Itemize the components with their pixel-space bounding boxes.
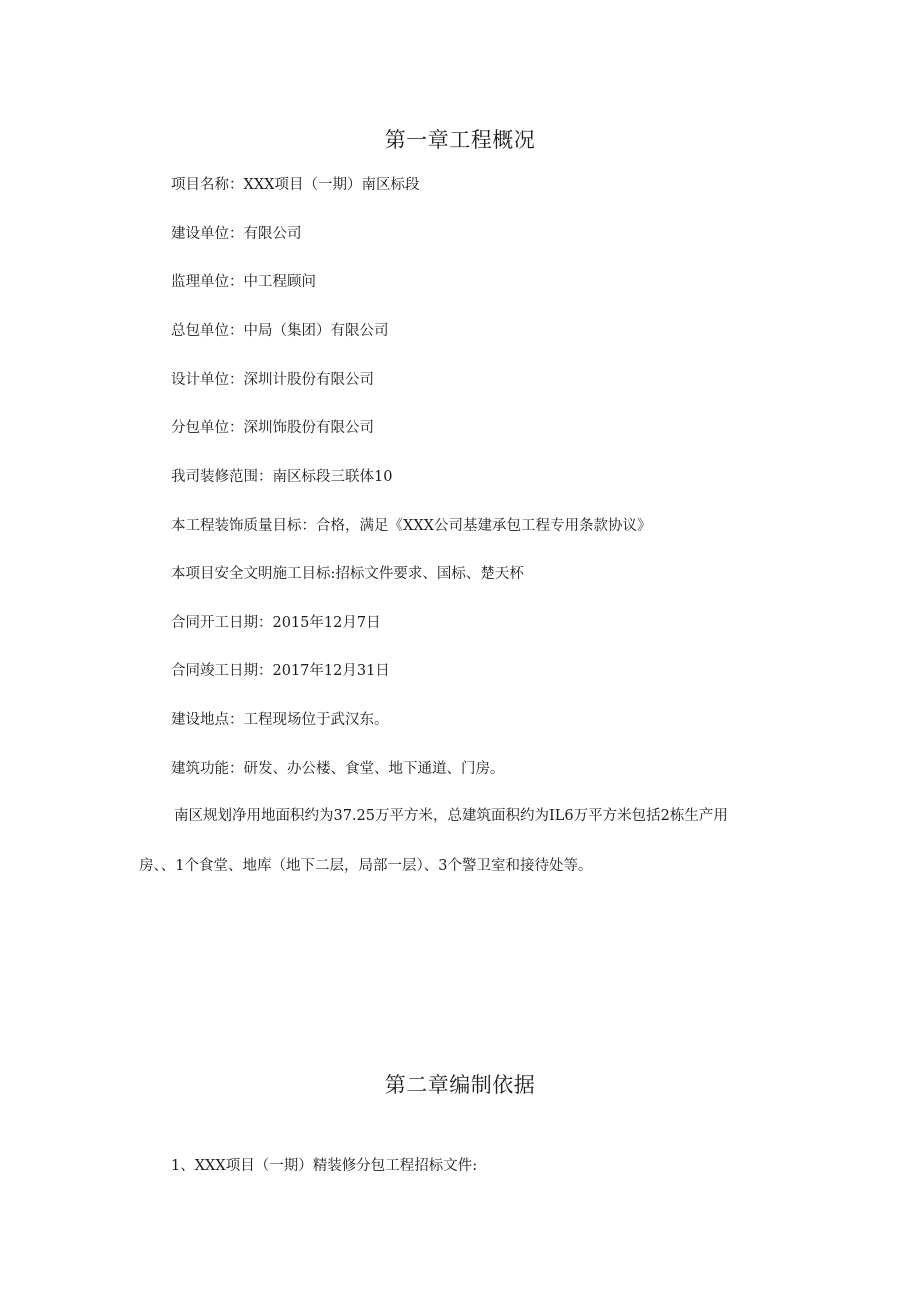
area-paragraph-line-2: 房、、1个食堂、地库（地下二层，局部一层）、3个警卫室和接待处等。 bbox=[139, 858, 593, 874]
designer-line: 设计单位：深圳计股份有限公司 bbox=[171, 372, 374, 388]
safety-target-line: 本项目安全文明施工目标:招标文件要求、国标、楚天杯 bbox=[171, 566, 524, 582]
chapter-2-title: 第二章编制依据 bbox=[384, 1073, 536, 1097]
contract-start-line: 合同开工日期：2015年12月7日 bbox=[171, 615, 381, 631]
contract-end-line: 合同竣工日期：2017年12月31日 bbox=[171, 663, 390, 679]
decoration-scope-line: 我司装修范围：南区标段三联体10 bbox=[171, 469, 393, 485]
quality-target-line: 本工程装饰质量目标：合格，满足《XXX公司基建承包工程专用条款协议》 bbox=[171, 518, 652, 534]
chapter-1-title: 第一章工程概况 bbox=[384, 128, 536, 152]
building-function-line: 建筑功能：研发、办公楼、食堂、地下通道、门房。 bbox=[171, 761, 505, 777]
basis-item-1: 1、XXX项目（一期）精装修分包工程招标文件: bbox=[171, 1158, 478, 1174]
general-contractor-line: 总包单位：中局（集团）有限公司 bbox=[171, 323, 389, 339]
project-name-line: 项目名称：XXX项目（一期）南区标段 bbox=[171, 177, 420, 193]
client-line: 建设单位：有限公司 bbox=[171, 226, 302, 242]
supervisor-line: 监理单位：中工程顾问 bbox=[171, 274, 316, 290]
subcontractor-line: 分包单位：深圳饰股份有限公司 bbox=[171, 420, 374, 436]
area-paragraph-line-1: 南区规划净用地面积约为37.25万平方米，总建筑面积约为IL6万平方米包括2栋生产用 bbox=[174, 808, 728, 824]
location-line: 建设地点：工程现场位于武汉东。 bbox=[171, 712, 389, 728]
